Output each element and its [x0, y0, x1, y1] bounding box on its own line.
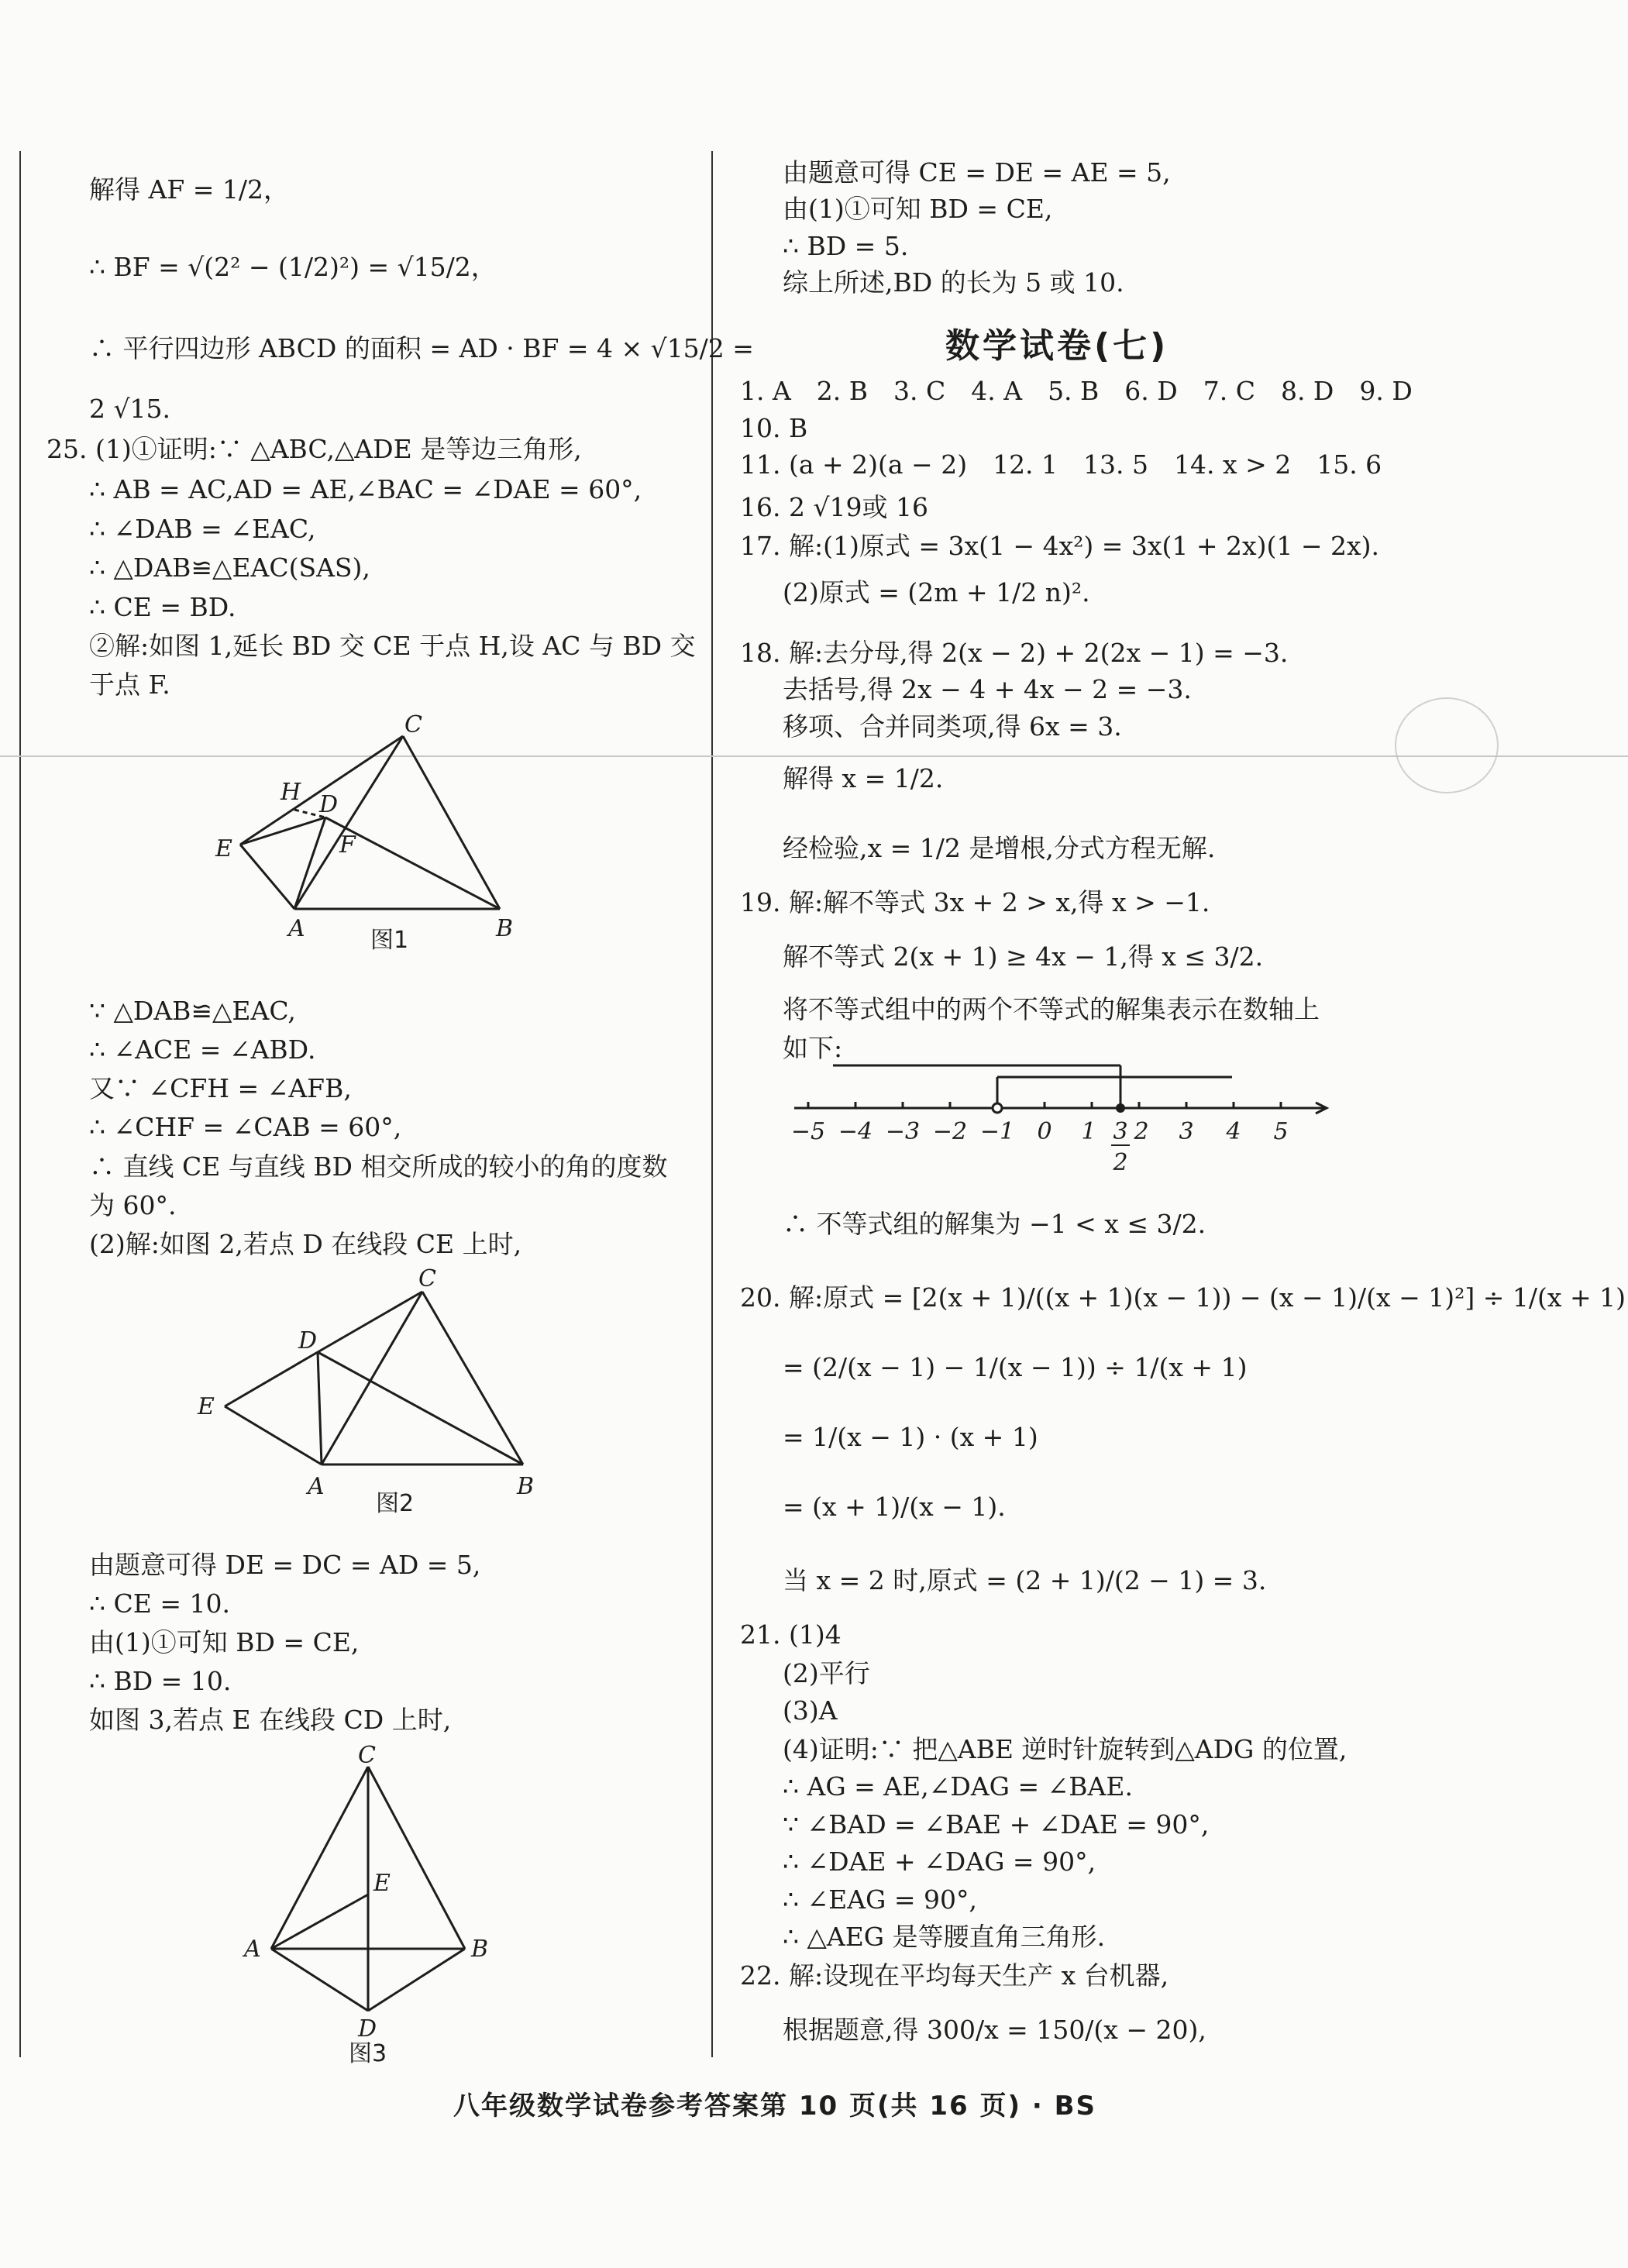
closed-point — [1116, 1103, 1125, 1113]
answer-line: (4)证明:∵ 把△ABE 逆时针旋转到△ADG 的位置, — [783, 1734, 1347, 1764]
answer-line: 17. 解:(1)原式 = 3x(1 − 4x²) = 3x(1 + 2x)(1 − 2x). — [740, 531, 1379, 561]
answer-line: 当 x = 2 时,原式 = (2 + 1)/(2 − 1) = 3. — [783, 1565, 1267, 1595]
fig3-caption: 图3 — [349, 2040, 387, 2067]
stamp-mark — [1395, 697, 1499, 793]
section-title: 数学试卷(七) — [945, 326, 1169, 366]
answer-line: 解得 x = 1/2. — [783, 763, 944, 793]
answer-line: ∴ 直线 CE 与直线 BD 相交所成的较小的角的度数 — [89, 1151, 668, 1182]
answer-line: 将不等式组中的两个不等式的解集表示在数轴上 — [783, 994, 1320, 1024]
number-line — [783, 1062, 1341, 1186]
answer-line: 由题意可得 DE = DC = AD = 5, — [89, 1550, 481, 1580]
answer-line: ∵ △DAB≌△EAC, — [89, 996, 296, 1026]
answer-line: ∴ ∠DAB = ∠EAC, — [89, 514, 316, 544]
answer-line: (2)平行 — [783, 1658, 870, 1688]
answer-line: 19. 解:解不等式 3x + 2 > x,得 x > −1. — [740, 887, 1210, 917]
answer-line: 移项、合并同类项,得 6x = 3. — [783, 711, 1122, 742]
tick-label: 1 — [1081, 1118, 1096, 1145]
answer-line: 于点 F. — [89, 669, 170, 700]
tick-label: −5 — [790, 1118, 826, 1145]
answer-line: 解不等式 2(x + 1) ≥ 4x − 1,得 x ≤ 3/2. — [783, 941, 1264, 972]
answer-line: ∴ ∠ACE = ∠ABD. — [89, 1034, 316, 1065]
answer-line: ∴ △AEG 是等腰直角三角形. — [783, 1922, 1106, 1952]
fig3-label-d: D — [358, 2015, 377, 2043]
fig2-label-d: D — [298, 1327, 318, 1354]
answer-line: = 1/(x − 1) · (x + 1) — [783, 1422, 1038, 1452]
tick-label: −3 — [885, 1118, 921, 1145]
answer-line: ∴ BF = √(2² − (1/2)²) = √15/2， — [89, 252, 497, 282]
answer-line: = (x + 1)/(x − 1). — [783, 1492, 1006, 1522]
answer-line: ∴ CE = 10. — [89, 1588, 230, 1619]
fig2-label-a: A — [308, 1473, 325, 1500]
left-margin-rule — [19, 151, 21, 2057]
answer-line: 21. (1)4 — [740, 1619, 842, 1650]
answer-line: 2 √15. — [89, 394, 170, 424]
tick-label: 0 — [1037, 1118, 1052, 1145]
answer-line: ∴ △DAB≌△EAC(SAS), — [89, 552, 370, 583]
open-point — [993, 1103, 1002, 1113]
page-footer: 八年级数学试卷参考答案第 10 页(共 16 页) · BS — [453, 2091, 1097, 2122]
tick-label: 4 — [1226, 1118, 1241, 1145]
answer-line: ∴ ∠CHF = ∠CAB = 60°, — [89, 1112, 402, 1142]
answer-line: 如图 3,若点 E 在线段 CD 上时, — [89, 1705, 452, 1735]
answer-line: 由题意可得 CE = DE = AE = 5, — [783, 157, 1171, 188]
answer-line: 又∵ ∠CFH = ∠AFB, — [89, 1073, 352, 1103]
fig2-label-b: B — [517, 1473, 535, 1500]
answer-line: ∴ BD = 5. — [783, 231, 909, 261]
fig2-label-c: C — [418, 1265, 436, 1292]
fig1-label-h: H — [281, 779, 301, 806]
answer-line: ∴ ∠DAE + ∠DAG = 90°, — [783, 1846, 1096, 1877]
fig3-label-a: A — [244, 1936, 261, 1963]
fig3-label-c: C — [358, 1742, 376, 1769]
answer-line: 为 60°. — [89, 1190, 177, 1220]
answer-line: 10. B — [740, 413, 808, 443]
answer-line: ∴ 平行四边形 ABCD 的面积 = AD · BF = 4 × √15/2 = — [89, 333, 754, 363]
answer-line: ∴ AG = AE,∠DAG = ∠BAE. — [783, 1771, 1133, 1802]
answer-line: ∴ 不等式组的解集为 −1 < x ≤ 3/2. — [783, 1209, 1206, 1239]
fig1-label-f: F — [339, 831, 356, 859]
figure-3 — [232, 1736, 511, 2069]
answer-line: 1. A 2. B 3. C 4. A 5. B 6. D 7. C 8. D 9. D — [740, 376, 1413, 406]
answer-line: 由(1)①可知 BD = CE, — [783, 194, 1053, 224]
fig2-caption: 图2 — [376, 1490, 415, 1517]
answer-line: 去括号,得 2x − 4 + 4x − 2 = −3. — [783, 674, 1192, 704]
tick-label: −4 — [838, 1118, 873, 1145]
answer-line: 22. 解:设现在平均每天生产 x 台机器, — [740, 1960, 1169, 1991]
figure-2 — [190, 1259, 554, 1523]
answer-line: (2)原式 = (2m + 1/2 n)². — [783, 577, 1090, 607]
column-divider — [711, 151, 713, 2057]
answer-line: ∴ AB = AC,AD = AE,∠BAC = ∠DAE = 60°, — [89, 474, 642, 504]
answer-line: (2)解:如图 2,若点 D 在线段 CE 上时, — [89, 1229, 522, 1259]
answer-line: ∴ BD = 10. — [89, 1666, 232, 1696]
answer-line: ②解:如图 1,延长 BD 交 CE 于点 H,设 AC 与 BD 交 — [89, 631, 696, 661]
answer-line: 25. (1)①证明:∵ △ABC,△ADE 是等边三角形, — [46, 434, 582, 464]
tick-label: −2 — [932, 1118, 968, 1145]
fig1-label-a: A — [288, 915, 305, 942]
answer-line: 经检验,x = 1/2 是增根,分式方程无解. — [783, 833, 1216, 863]
tick-label: −1 — [979, 1118, 1015, 1145]
tick-label: 3 — [1179, 1118, 1194, 1145]
fig2-label-e: E — [198, 1393, 215, 1420]
fig1-caption: 图1 — [370, 927, 409, 954]
fraction-numerator: 3 — [1113, 1118, 1128, 1145]
figure-1 — [201, 701, 542, 957]
answer-line: 如下: — [783, 1033, 843, 1063]
answer-line: (3)A — [783, 1695, 838, 1726]
answer-line: ∴ CE = BD. — [89, 592, 236, 622]
fig3-label-b: B — [471, 1936, 489, 1963]
answer-line: = (2/(x − 1) − 1/(x − 1)) ÷ 1/(x + 1) — [783, 1352, 1248, 1382]
fig1-label-e: E — [215, 835, 232, 862]
answer-line: ∴ ∠EAG = 90°, — [783, 1884, 978, 1915]
answer-line: 11. (a + 2)(a − 2) 12. 1 13. 5 14. x > 2 15. 6 — [740, 449, 1382, 480]
answer-line: ∵ ∠BAD = ∠BAE + ∠DAE = 90°, — [783, 1809, 1210, 1840]
tick-label: 2 — [1134, 1118, 1149, 1145]
answer-line: 根据题意,得 300/x = 150/(x − 20), — [783, 2015, 1206, 2045]
fig1-label-c: C — [404, 711, 422, 738]
answer-line: 解得 AF = 1/2， — [89, 174, 289, 205]
fraction-denominator: 2 — [1113, 1149, 1128, 1176]
answer-line: 综上所述,BD 的长为 5 或 10. — [783, 267, 1124, 298]
tick-label: 5 — [1273, 1118, 1289, 1145]
fig3-label-e: E — [373, 1870, 391, 1897]
answer-line: 20. 解:原式 = [2(x + 1)/((x + 1)(x − 1)) − (x − 1)/(x − 1)²] ÷ 1/(x + 1) — [740, 1282, 1626, 1313]
fig1-label-d: D — [319, 791, 339, 818]
answer-line: 由(1)①可知 BD = CE, — [89, 1627, 360, 1657]
answer-line: 18. 解:去分母,得 2(x − 2) + 2(2x − 1) = −3. — [740, 638, 1289, 668]
answer-line: 16. 2 √19或 16 — [740, 492, 928, 522]
fig1-label-b: B — [496, 915, 514, 942]
